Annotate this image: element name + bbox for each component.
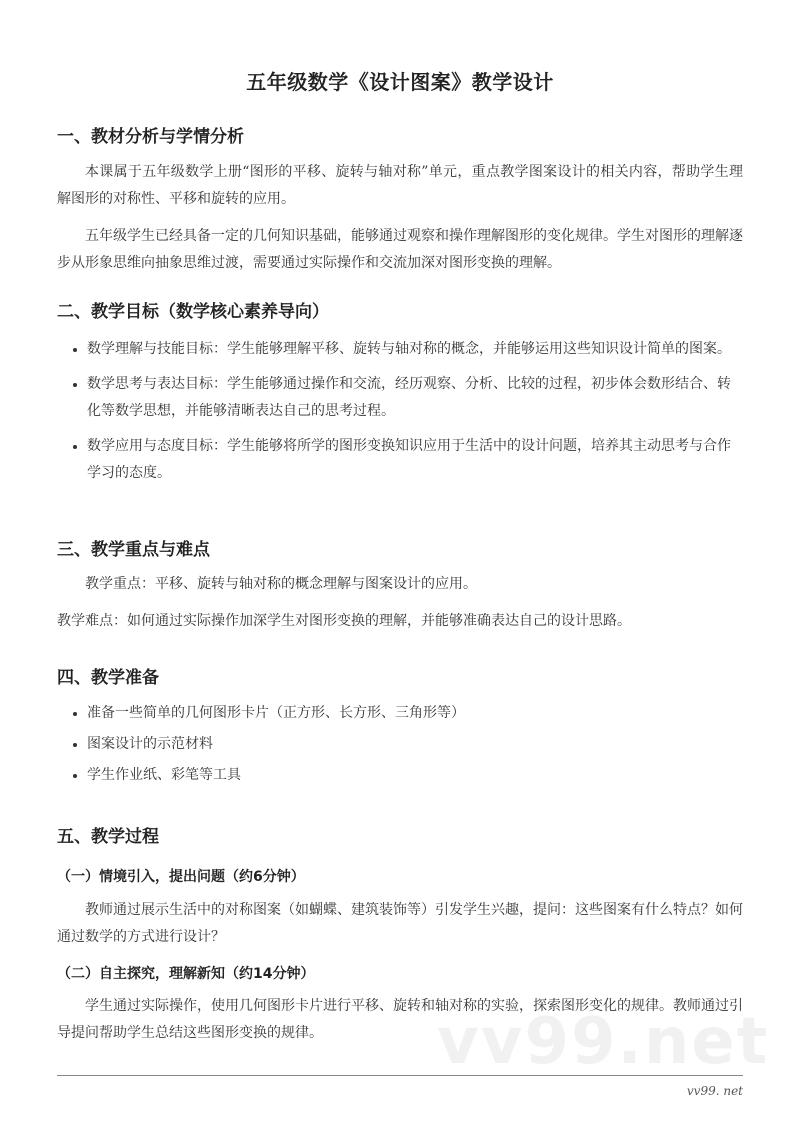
document-title: 五年级数学《设计图案》教学设计 xyxy=(246,70,554,94)
objective-text: 数学应用与态度目标：学生能够将所学的图形变换知识应用于生活中的设计问题，培养其主动思考与合作学习的态度。 xyxy=(87,438,731,481)
preparation-text: 准备一些简单的几何图形卡片（正方形、长方形、三角形等） xyxy=(87,705,465,721)
section-heading-process: 五、教学过程 xyxy=(57,827,159,847)
bullet-icon xyxy=(73,445,77,449)
preparation-item xyxy=(73,762,743,789)
document-page xyxy=(57,0,770,1130)
step-heading-exploration: （二）自主探究，理解新知（约14分钟） xyxy=(57,966,315,982)
bullet-icon xyxy=(73,348,77,352)
objective-text: 数学思考与表达目标：学生能够通过操作和交流，经历观察、分析、比较的过程，初步体会数形结合、转化等数学思想，并能够清晰表达自己的思考过程。 xyxy=(87,376,731,419)
section-heading-key-points: 三、教学重点与难点 xyxy=(57,540,210,560)
preparation-item xyxy=(73,700,743,727)
footer-site-name: vv99. net xyxy=(686,1084,743,1098)
difficulty-text: 教学难点：如何通过实际操作加深学生对图形变换的理解，并能够准确表达自己的设计思路。 xyxy=(57,613,631,629)
bullet-icon xyxy=(73,383,77,387)
analysis-paragraph-1: 本课属于五年级数学上册“图形的平移、旋转与轴对称”单元，重点教学图案设计的相关内容，帮助学生理解图形的对称性、平移和旋转的应用。 xyxy=(57,164,743,207)
watermark: vv99.net xyxy=(437,1005,770,1079)
preparation-text: 图案设计的示范材料 xyxy=(87,736,213,752)
objective-text: 数学理解与技能目标：学生能够理解平移、旋转与轴对称的概念，并能够运用这些知识设计简单的图案。 xyxy=(87,341,731,357)
bullet-icon xyxy=(73,712,77,716)
bullet-icon xyxy=(73,743,77,747)
analysis-paragraph-2: 五年级学生已经具备一定的几何知识基础，能够通过观察和操作理解图形的变化规律。学生对图形的理解逐步从形象思维向抽象思维过渡，需要通过实际操作和交流加深对图形变换的理解。 xyxy=(57,228,743,271)
preparation-text: 学生作业纸、彩笔等工具 xyxy=(87,767,241,783)
step-text-introduction: 教师通过展示生活中的对称图案（如蝴蝶、建筑装饰等）引发学生兴趣，提问：这些图案有什么特点？如何通过数学的方式进行设计？ xyxy=(57,902,743,945)
objective-item xyxy=(73,336,743,363)
objectives-list xyxy=(73,336,743,487)
objective-item xyxy=(73,433,743,487)
section-heading-preparation: 四、教学准备 xyxy=(57,668,159,688)
key-point-text: 教学重点：平移、旋转与轴对称的概念理解与图案设计的应用。 xyxy=(85,576,477,592)
section-heading-objectives: 二、教学目标（数学核心素养导向） xyxy=(57,302,329,322)
objective-item xyxy=(73,371,743,425)
bullet-icon xyxy=(73,774,77,778)
preparation-list xyxy=(73,700,743,789)
step-text-exploration: 学生通过实际操作，使用几何图形卡片进行平移、旋转和轴对称的实验，探索图形变化的规律。教师通过引导提问帮助学生总结这些图形变换的规律。 xyxy=(57,998,743,1041)
preparation-item xyxy=(73,731,743,758)
section-heading-analysis: 一、教材分析与学情分析 xyxy=(57,127,244,147)
footer-divider xyxy=(57,1075,743,1076)
step-heading-introduction: （一）情境引入，提出问题（约6分钟） xyxy=(57,869,305,885)
